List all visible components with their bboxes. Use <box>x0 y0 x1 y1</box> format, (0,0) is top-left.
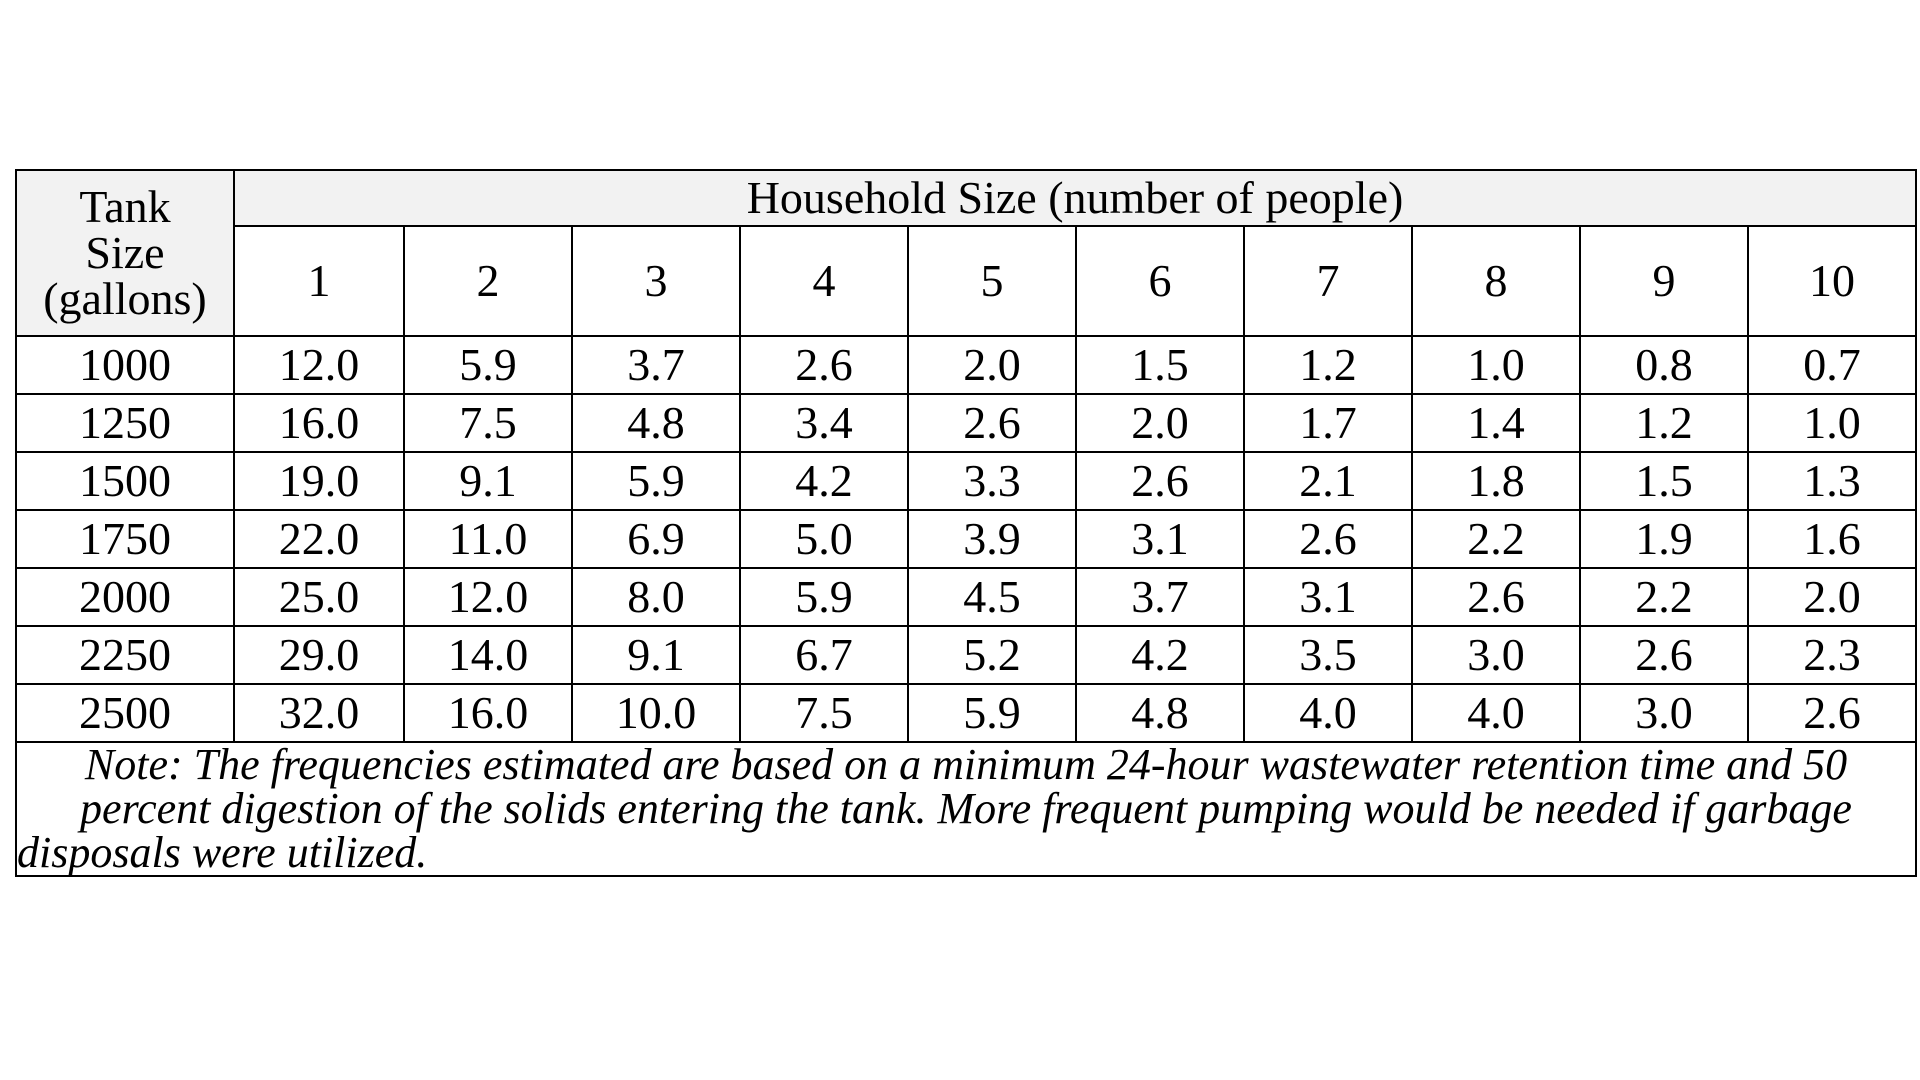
frequency-cell: 3.9 <box>908 510 1076 568</box>
frequency-cell: 1.3 <box>1748 452 1916 510</box>
frequency-cell: 0.8 <box>1580 336 1748 394</box>
tank-size-cell: 1500 <box>16 452 234 510</box>
frequency-cell: 16.0 <box>234 394 404 452</box>
frequency-cell: 4.8 <box>1076 684 1244 742</box>
frequency-cell: 1.8 <box>1412 452 1580 510</box>
frequency-cell: 1.7 <box>1244 394 1412 452</box>
frequency-cell: 3.7 <box>1076 568 1244 626</box>
frequency-cell: 8.0 <box>572 568 740 626</box>
tank-size-cell: 1250 <box>16 394 234 452</box>
frequency-cell: 2.6 <box>1580 626 1748 684</box>
column-header: 4 <box>740 226 908 336</box>
frequency-cell: 19.0 <box>234 452 404 510</box>
tank-header-line1: Tank <box>79 181 171 232</box>
frequency-cell: 12.0 <box>404 568 572 626</box>
table-note: Note: The frequencies estimated are based on a minimum 24-hour wastewater retention time and 50 percent digestion of the solids entering the tank. More frequent pumping would be needed if garbage disposals were utilized. <box>16 742 1916 876</box>
frequency-cell: 4.2 <box>1076 626 1244 684</box>
frequency-cell: 2.6 <box>740 336 908 394</box>
pumping-frequency-table <box>15 169 1917 877</box>
frequency-cell: 3.0 <box>1580 684 1748 742</box>
frequency-cell: 5.2 <box>908 626 1076 684</box>
header-row-columns <box>16 226 1916 336</box>
table-row <box>16 568 1916 626</box>
frequency-cell: 2.1 <box>1244 452 1412 510</box>
frequency-cell: 7.5 <box>404 394 572 452</box>
frequency-cell: 2.2 <box>1412 510 1580 568</box>
table-footer <box>16 742 1916 876</box>
frequency-cell: 6.7 <box>740 626 908 684</box>
frequency-cell: 1.9 <box>1580 510 1748 568</box>
frequency-cell: 1.4 <box>1412 394 1580 452</box>
tank-size-cell: 2250 <box>16 626 234 684</box>
frequency-cell: 3.1 <box>1244 568 1412 626</box>
tank-size-cell: 2000 <box>16 568 234 626</box>
frequency-cell: 12.0 <box>234 336 404 394</box>
frequency-cell: 6.9 <box>572 510 740 568</box>
note-row <box>16 742 1916 876</box>
frequency-cell: 1.0 <box>1748 394 1916 452</box>
frequency-cell: 9.1 <box>404 452 572 510</box>
tank-size-cell: 2500 <box>16 684 234 742</box>
frequency-cell: 0.7 <box>1748 336 1916 394</box>
frequency-cell: 11.0 <box>404 510 572 568</box>
table-row <box>16 452 1916 510</box>
frequency-cell: 2.0 <box>1076 394 1244 452</box>
frequency-cell: 2.6 <box>1412 568 1580 626</box>
frequency-cell: 5.9 <box>740 568 908 626</box>
column-header: 2 <box>404 226 572 336</box>
frequency-cell: 7.5 <box>740 684 908 742</box>
frequency-cell: 3.4 <box>740 394 908 452</box>
column-header: 6 <box>1076 226 1244 336</box>
frequency-cell: 32.0 <box>234 684 404 742</box>
frequency-cell: 4.2 <box>740 452 908 510</box>
frequency-cell: 9.1 <box>572 626 740 684</box>
header-row-group <box>16 170 1916 226</box>
frequency-cell: 29.0 <box>234 626 404 684</box>
column-header: 10 <box>1748 226 1916 336</box>
frequency-cell: 2.6 <box>1748 684 1916 742</box>
tank-header-line3: (gallons) <box>43 273 207 324</box>
frequency-cell: 1.5 <box>1580 452 1748 510</box>
pumping-frequency-table-container <box>15 169 1915 877</box>
frequency-cell: 4.8 <box>572 394 740 452</box>
frequency-cell: 16.0 <box>404 684 572 742</box>
frequency-cell: 4.0 <box>1244 684 1412 742</box>
table-row <box>16 394 1916 452</box>
table-row <box>16 684 1916 742</box>
table-row <box>16 510 1916 568</box>
frequency-cell: 2.0 <box>908 336 1076 394</box>
frequency-cell: 25.0 <box>234 568 404 626</box>
frequency-cell: 2.2 <box>1580 568 1748 626</box>
frequency-cell: 2.0 <box>1748 568 1916 626</box>
frequency-cell: 14.0 <box>404 626 572 684</box>
tank-size-cell: 1750 <box>16 510 234 568</box>
frequency-cell: 10.0 <box>572 684 740 742</box>
frequency-cell: 5.9 <box>572 452 740 510</box>
frequency-cell: 2.6 <box>1244 510 1412 568</box>
table-row <box>16 626 1916 684</box>
frequency-cell: 3.0 <box>1412 626 1580 684</box>
frequency-cell: 1.5 <box>1076 336 1244 394</box>
column-header: 3 <box>572 226 740 336</box>
table-row <box>16 336 1916 394</box>
table-header <box>16 170 1916 336</box>
frequency-cell: 1.0 <box>1412 336 1580 394</box>
frequency-cell: 1.2 <box>1244 336 1412 394</box>
column-header: 7 <box>1244 226 1412 336</box>
frequency-cell: 4.0 <box>1412 684 1580 742</box>
column-header: 8 <box>1412 226 1580 336</box>
frequency-cell: 3.7 <box>572 336 740 394</box>
frequency-cell: 1.2 <box>1580 394 1748 452</box>
frequency-cell: 2.6 <box>908 394 1076 452</box>
frequency-cell: 2.3 <box>1748 626 1916 684</box>
frequency-cell: 5.9 <box>404 336 572 394</box>
tank-size-cell: 1000 <box>16 336 234 394</box>
frequency-cell: 3.1 <box>1076 510 1244 568</box>
frequency-cell: 1.6 <box>1748 510 1916 568</box>
tank-size-header <box>16 170 234 336</box>
column-header: 5 <box>908 226 1076 336</box>
frequency-cell: 22.0 <box>234 510 404 568</box>
frequency-cell: 2.6 <box>1076 452 1244 510</box>
frequency-cell: 5.9 <box>908 684 1076 742</box>
frequency-cell: 3.5 <box>1244 626 1412 684</box>
column-header: 9 <box>1580 226 1748 336</box>
household-size-header: Household Size (number of people) <box>234 170 1916 226</box>
table-body <box>16 336 1916 742</box>
frequency-cell: 3.3 <box>908 452 1076 510</box>
frequency-cell: 4.5 <box>908 568 1076 626</box>
column-header: 1 <box>234 226 404 336</box>
frequency-cell: 5.0 <box>740 510 908 568</box>
tank-header-line2: Size <box>85 227 165 278</box>
